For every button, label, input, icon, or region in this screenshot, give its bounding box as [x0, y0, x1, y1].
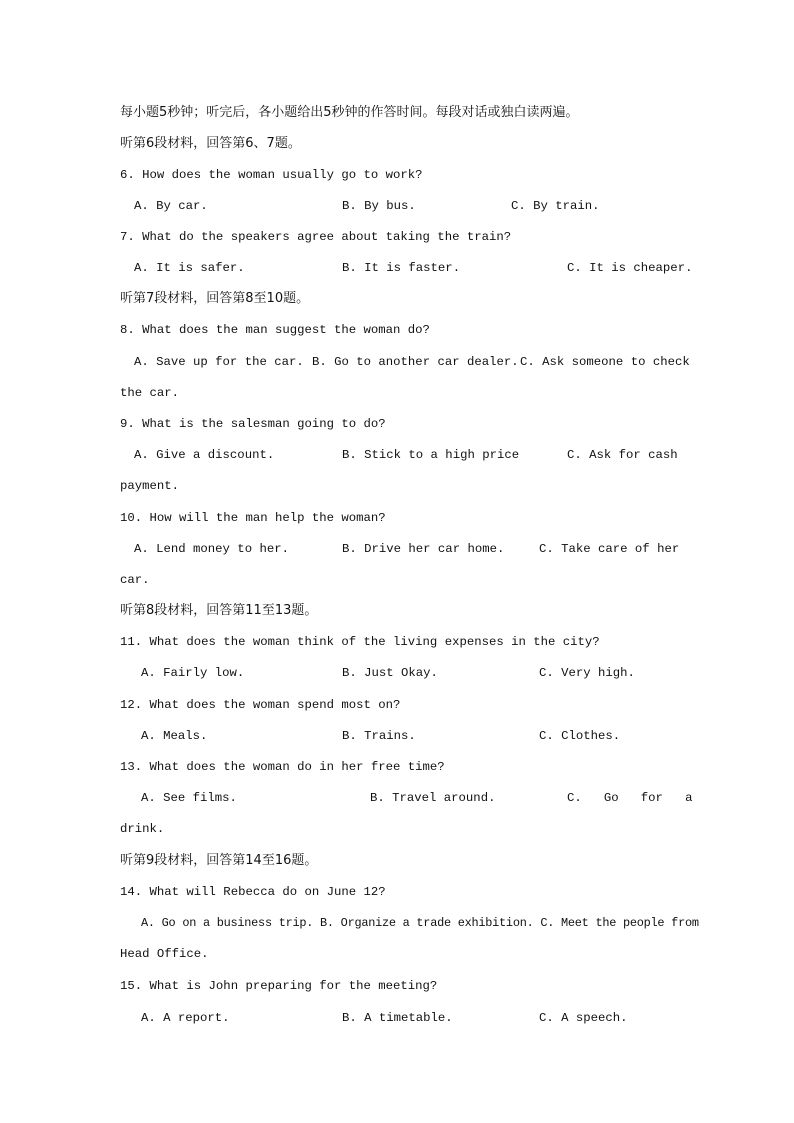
question-6-options	[120, 196, 676, 216]
question-9-wrap: payment.	[120, 479, 180, 493]
question-12-stem: 12. What does the woman spend most on?	[120, 698, 401, 712]
question-13-options	[120, 788, 693, 808]
option-c: C. It is cheaper.	[567, 261, 693, 275]
option-b: B. By bus.	[342, 199, 416, 213]
option-c: C. Clothes.	[539, 729, 621, 743]
option-a: A. Save up for the car.	[134, 355, 304, 369]
option-b: B. Just Okay.	[342, 666, 438, 680]
option-b: B. Drive her car home.	[342, 542, 505, 556]
option-a: A. Fairly low.	[141, 666, 245, 680]
section-heading: 听第9段材料，回答第14至16题。	[120, 853, 318, 868]
question-15-options	[120, 1008, 676, 1028]
option-a: A. Meals.	[141, 729, 208, 743]
option-c: C. Ask someone to check	[520, 355, 690, 369]
section-heading: 听第7段材料，回答第8至10题。	[120, 291, 310, 306]
question-14-options: A. Go on a business trip. B. Organize a trade exhibition. C. Meet the people from	[141, 916, 699, 930]
question-12-options	[120, 726, 676, 746]
question-13-wrap: drink.	[120, 822, 165, 836]
option-b: B. Go to another car dealer.	[312, 355, 519, 369]
instruction-text: 每小题5秒钟；听完后，各小题给出5秒钟的作答时间。每段对话或独白读两遍。	[120, 105, 579, 120]
option-a: A. A report.	[141, 1011, 230, 1025]
option-b: B. Stick to a high price	[342, 448, 520, 462]
section-heading: 听第8段材料，回答第11至13题。	[120, 603, 318, 618]
question-8-wrap: the car.	[120, 386, 180, 400]
option-a: A. Lend money to her.	[134, 542, 289, 556]
question-11-stem: 11. What does the woman think of the living expenses in the city?	[120, 635, 600, 649]
option-c: C. A speech.	[539, 1011, 628, 1025]
question-15-stem: 15. What is John preparing for the meeting?	[120, 979, 438, 993]
option-b: B. Travel around.	[370, 791, 496, 805]
option-a: A. By car.	[134, 199, 208, 213]
question-7-options	[120, 258, 693, 278]
question-6-stem: 6. How does the woman usually go to work?	[120, 168, 423, 182]
question-11-options	[120, 663, 676, 683]
option-a: A. It is safer.	[134, 261, 245, 275]
option-b: B. Trains.	[342, 729, 416, 743]
option-b: B. It is faster.	[342, 261, 461, 275]
question-8-stem: 8. What does the man suggest the woman do?	[120, 323, 430, 337]
section-heading: 听第6段材料，回答第6、7题。	[120, 136, 301, 151]
question-14-stem: 14. What will Rebecca do on June 12?	[120, 885, 386, 899]
question-7-stem: 7. What do the speakers agree about taking the train?	[120, 230, 512, 244]
option-a: A. See films.	[141, 791, 237, 805]
option-b: B. A timetable.	[342, 1011, 453, 1025]
option-c: C. Ask for cash	[567, 448, 678, 462]
question-10-stem: 10. How will the man help the woman?	[120, 511, 386, 525]
question-9-stem: 9. What is the salesman going to do?	[120, 417, 386, 431]
question-9-options	[120, 445, 676, 465]
question-8-options	[120, 352, 690, 372]
question-13-stem: 13. What does the woman do in her free time?	[120, 760, 445, 774]
question-14-wrap: Head Office.	[120, 947, 209, 961]
option-c: C. By train.	[511, 199, 600, 213]
option-c: C. Go for a	[567, 791, 693, 805]
option-c: C. Take care of her	[539, 542, 680, 556]
question-10-wrap: car.	[120, 573, 150, 587]
option-a: A. Give a discount.	[134, 448, 275, 462]
question-10-options	[120, 539, 680, 559]
option-c: C. Very high.	[539, 666, 635, 680]
